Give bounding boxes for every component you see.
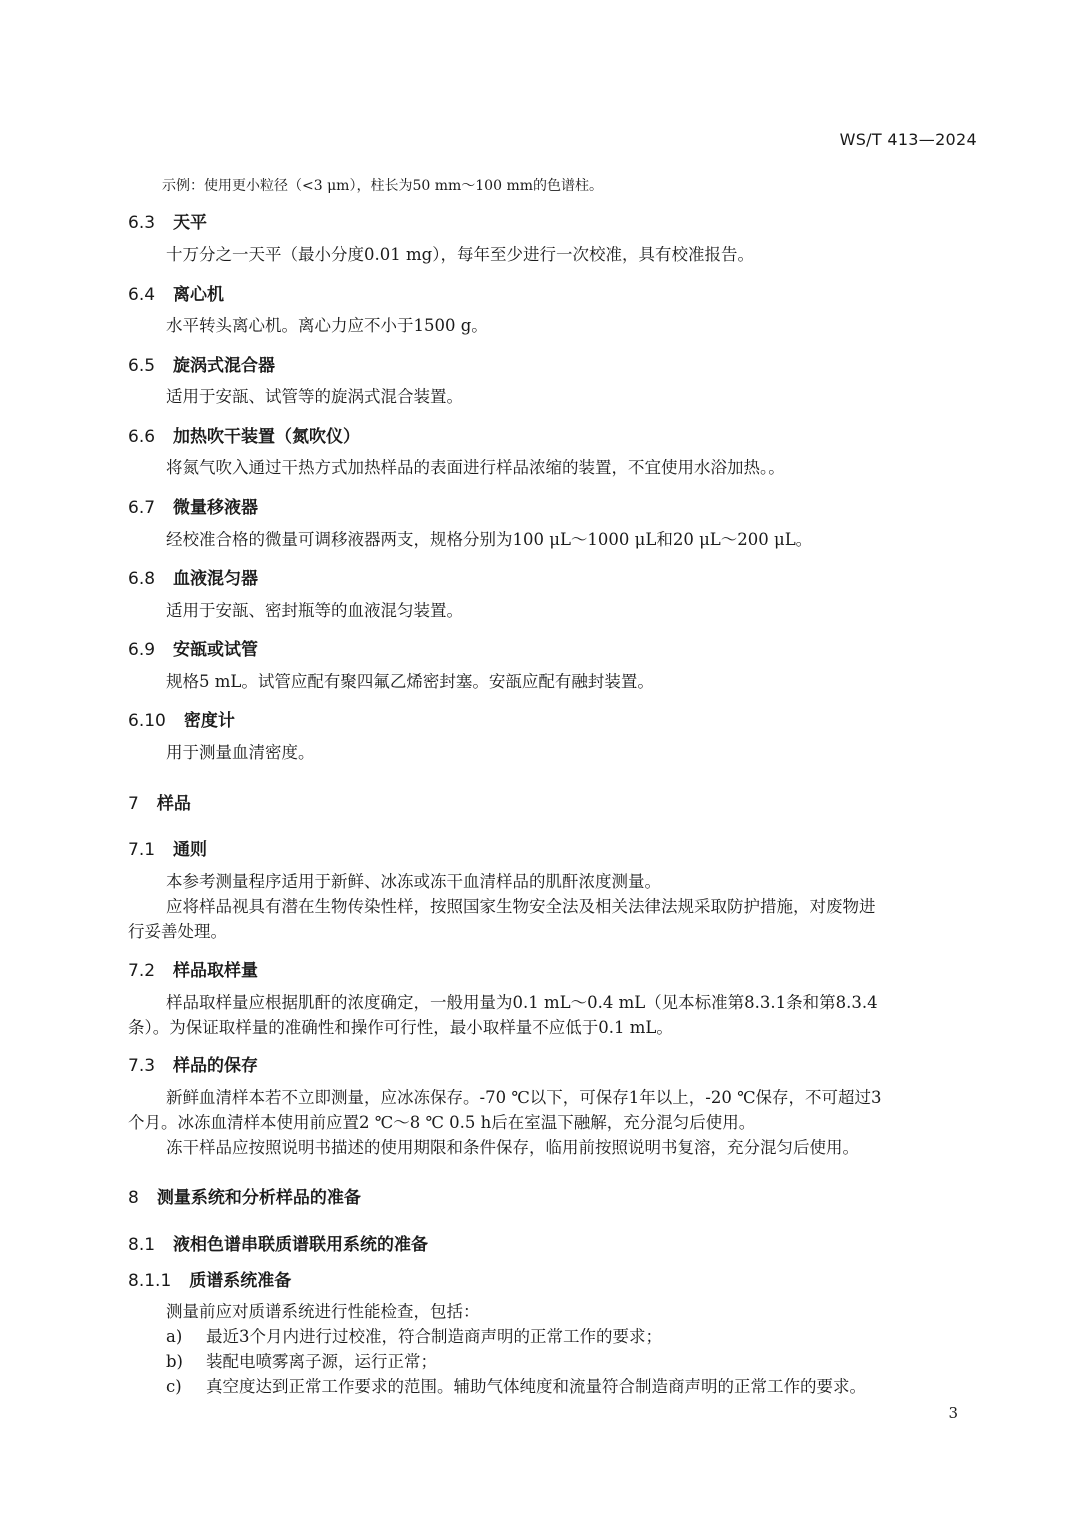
section-heading-6-6: 6.6 加热吹干装置（氮吹仪） (128, 427, 361, 447)
section-heading-7-3: 7.3 样品的保存 (128, 1056, 259, 1076)
section-body-7-2-p1a: 样品取样量应根据肌酐的浓度确定，一般用量为0.1 mL～0.4 mL（见本标准第8.3.1条和第8.3.4 (166, 993, 878, 1012)
chapter-heading-7: 7 样品 (128, 794, 191, 814)
section-body-7-1-p2b: 行妥善处理。 (128, 922, 227, 941)
section-heading-7-2: 7.2 样品取样量 (128, 961, 259, 981)
list-item: b) 装配电喷雾离子源，运行正常； (166, 1352, 437, 1371)
section-body-6-4: 水平转头离心机。离心力应不小于1500 g。 (166, 316, 488, 335)
section-body-7-3-p2: 冻干样品应按照说明书描述的使用期限和条件保存，临用前按照说明书复溶，充分混匀后使用。 (166, 1138, 859, 1157)
section-body-6-7: 经校准合格的微量可调移液器两支，规格分别为100 μL～1000 μL和20 μL～200 μL。 (166, 530, 813, 549)
list-item: c) 真空度达到正常工作要求的范围。辅助气体纯度和流量符合制造商声明的正常工作的要求。 (166, 1377, 866, 1396)
list-item: a) 最近3个月内进行过校准，符合制造商声明的正常工作的要求； (166, 1327, 662, 1346)
section-body-6-10: 用于测量血清密度。 (166, 743, 315, 762)
section-heading-7-1: 7.1 通则 (128, 840, 208, 860)
section-body-6-6: 将氮气吹入通过干热方式加热样品的表面进行样品浓缩的装置，不宜使用水浴加热。。 (166, 458, 785, 477)
section-heading-6-8: 6.8 血液混匀器 (128, 569, 259, 589)
section-body-7-3-p1b: 个月。冰冻血清样本使用前应置2 ℃～8 ℃ 0.5 h后在室温下融解，充分混匀后使用。 (128, 1113, 756, 1132)
section-body-7-2-p1b: 条）。为保证取样量的准确性和操作可行性，最小取样量不应低于0.1 mL。 (128, 1018, 673, 1037)
section-heading-6-3: 6.3 天平 (128, 213, 208, 233)
section-body-6-5: 适用于安瓿、试管等的旋涡式混合装置。 (166, 387, 463, 406)
section-body-7-1-p1: 本参考测量程序适用于新鲜、冰冻或冻干血清样品的肌酐浓度测量。 (166, 872, 661, 891)
section-heading-8-1: 8.1 液相色谱串联质谱联用系统的准备 (128, 1235, 429, 1255)
section-body-6-9: 规格5 mL。试管应配有聚四氟乙烯密封塞。安瓿应配有融封装置。 (166, 672, 654, 691)
section-body-7-1-p2a: 应将样品视具有潜在生物传染性样，按照国家生物安全法及相关法律法规采取防护措施，对废物进 (166, 897, 876, 916)
example-note: 示例：使用更小粒径（<3 μm），柱长为50 mm～100 mm的色谱柱。 (162, 178, 603, 194)
section-heading-6-7: 6.7 微量移液器 (128, 498, 259, 518)
page-number: 3 (948, 1404, 958, 1422)
section-heading-6-9: 6.9 安瓿或试管 (128, 640, 259, 660)
chapter-heading-8: 8 测量系统和分析样品的准备 (128, 1188, 361, 1208)
section-heading-6-5: 6.5 旋涡式混合器 (128, 356, 276, 376)
section-body-8-1-1-intro: 测量前应对质谱系统进行性能检查，包括： (166, 1302, 480, 1321)
section-body-6-8: 适用于安瓿、密封瓶等的血液混匀装置。 (166, 601, 463, 620)
standard-code: WS/T 413—2024 (839, 130, 977, 149)
section-heading-6-10: 6.10 密度计 (128, 711, 235, 731)
section-heading-8-1-1: 8.1.1 质谱系统准备 (128, 1271, 292, 1291)
section-heading-6-4: 6.4 离心机 (128, 285, 225, 305)
section-body-6-3: 十万分之一天平（最小分度0.01 mg），每年至少进行一次校准，具有校准报告。 (166, 245, 754, 264)
section-body-7-3-p1a: 新鲜血清样本若不立即测量，应冰冻保存。-70 ℃以下，可保存1年以上，-20 ℃保存，不可超过3 (166, 1088, 882, 1107)
